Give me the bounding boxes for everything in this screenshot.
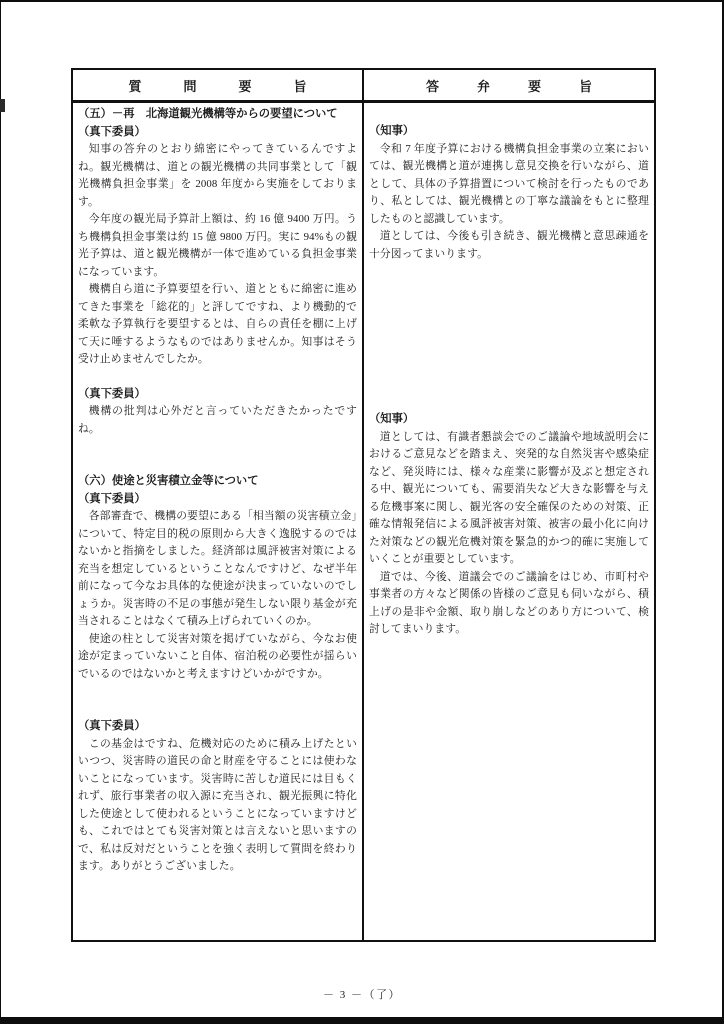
table-body-row (73, 103, 654, 940)
answer-paragraph-4: 道では、今後、道議会でのご議論をはじめ、市町村や事業者の方々など関係の皆様のご意見も伺いながら、積上げの是非や金額、取り崩しなどのあり方について、検討してまいります。 (369, 570, 649, 635)
question-header-cell (73, 70, 362, 100)
page-number: － 3 －（了） (323, 989, 401, 1001)
question-paragraph-7: この基金はですね、危機対応のために積み上げたといいつつ、災害時の道民の命と財産を守ることには使わないことになっています。災害時に苦しむ道民には目もくれず、旅行事業者の収入源に充当され、観光振興に特化した使途として使われるということになっていますけども、これではとても災害対策とは言えないと思いますので、私は反対だということを強く表明して質問を終わります。ありがとうございました。 (78, 737, 357, 872)
question-paragraph-2: 今年度の観光局予算計上額は、約 16 億 9400 万円。うち機構負担金事業は約 15 億 9800 万円。実に 94%もの観光予算は、道と観光機構が一体で進めている負担金事業になっています。 (78, 213, 357, 278)
scan-edge-left (0, 0, 1, 1024)
speaker-label-mashita-2: （真下委員） (78, 387, 146, 400)
scan-edge-bottom (0, 1017, 724, 1024)
answer-paragraph-3: 道としては、有識者懇談会でのご議論や地域説明会におけるご意見などを踏まえ、突発的な自然災害や感染症など、発災時には、様々な産業に影響が及ぶと想定される中、観光についても、需要消失など大きな影響を与える危機事案に関し、観光客の安全確保のための対策、正確な情報発信による風評被害対策、被害の最小化に向けた対策などの観光危機対策を緊急的かつ的確に実施していくことが重要としています。 (369, 430, 649, 565)
answer-header-cell (362, 70, 654, 100)
scan-edge-top (0, 0, 724, 2)
header-char: 問 (183, 78, 197, 94)
header-char: 答 (425, 78, 439, 94)
header-char: 要 (528, 78, 542, 94)
question-paragraph-6: 使途の柱として災害対策を掲げていながら、今なお使途が定まっていないこと自体、宿泊税の必要性が揺らいでいるのではないかと考えますけどいかがですか。 (78, 632, 357, 680)
section-5-heading: （五）－再 北海道観光機構等からの要望について (78, 108, 338, 120)
answer-paragraph-2: 道としては、今後も引き続き、観光機構と意思疎通を十分図ってまいります。 (369, 230, 649, 260)
qa-table (71, 68, 656, 942)
header-char: 旨 (293, 78, 307, 94)
question-paragraph-4: 機構の批判は心外だと言っていただきたかったですね。 (78, 405, 357, 435)
question-paragraph-1: 知事の答弁のとおり綿密にやってきているんですよね。観光機構は、道との観光機構の共同事業として「観光機構負担金事業」を 2008 年度から実施をしております。 (78, 143, 357, 208)
scan-artifact-mark (0, 99, 5, 112)
speaker-label-governor-1: （知事） (369, 125, 415, 137)
table-header-row (73, 70, 654, 103)
speaker-label-mashita-4: （真下委員） (78, 720, 146, 732)
question-paragraph-5: 各部審査で、機構の要望にある「相当額の災害積立金」について、特定目的税の原則から大きく逸脱するのではないかと指摘をしました。経済部は風評被害対策による充当を想定しているということなんですけど、なぜ半年前になって今なお具体的な使途が決まっていないのでしょうか。災害時の不足の事態が発生しない限り基金が充当されることはなくて積み上げられていくのか。 (78, 510, 357, 627)
speaker-label-governor-2: （知事） (369, 413, 415, 425)
speaker-label-mashita-3: （真下委員） (78, 492, 146, 505)
section-6-heading: （六）使途と災害積立金等について (78, 475, 259, 487)
header-char: 弁 (476, 78, 490, 94)
speaker-label-mashita-1: （真下委員） (78, 125, 146, 138)
answer-paragraph-1: 令和 7 年度予算における機構負担金事業の立案においては、観光機構と道が連携し意見交換を行いながら、道として、具体の予算措置について検討を行ったものであり、私としては、観光機構との丁寧な議論をもとに整理したものと認識しています。 (369, 142, 649, 225)
header-char: 質 (128, 78, 142, 94)
answer-column (362, 103, 654, 940)
question-column (73, 103, 362, 940)
header-char: 旨 (579, 78, 593, 94)
header-char: 要 (238, 78, 252, 94)
question-paragraph-3: 機構自ら道に予算要望を行い、道とともに綿密に進めてきた事業を「総花的」と評してですね、より機動的で柔軟な予算執行を要望するとは、自らの責任を棚に上げて天に唾するようなものではありませんか。知事はそう受け止めませんでしたか。 (78, 283, 357, 365)
